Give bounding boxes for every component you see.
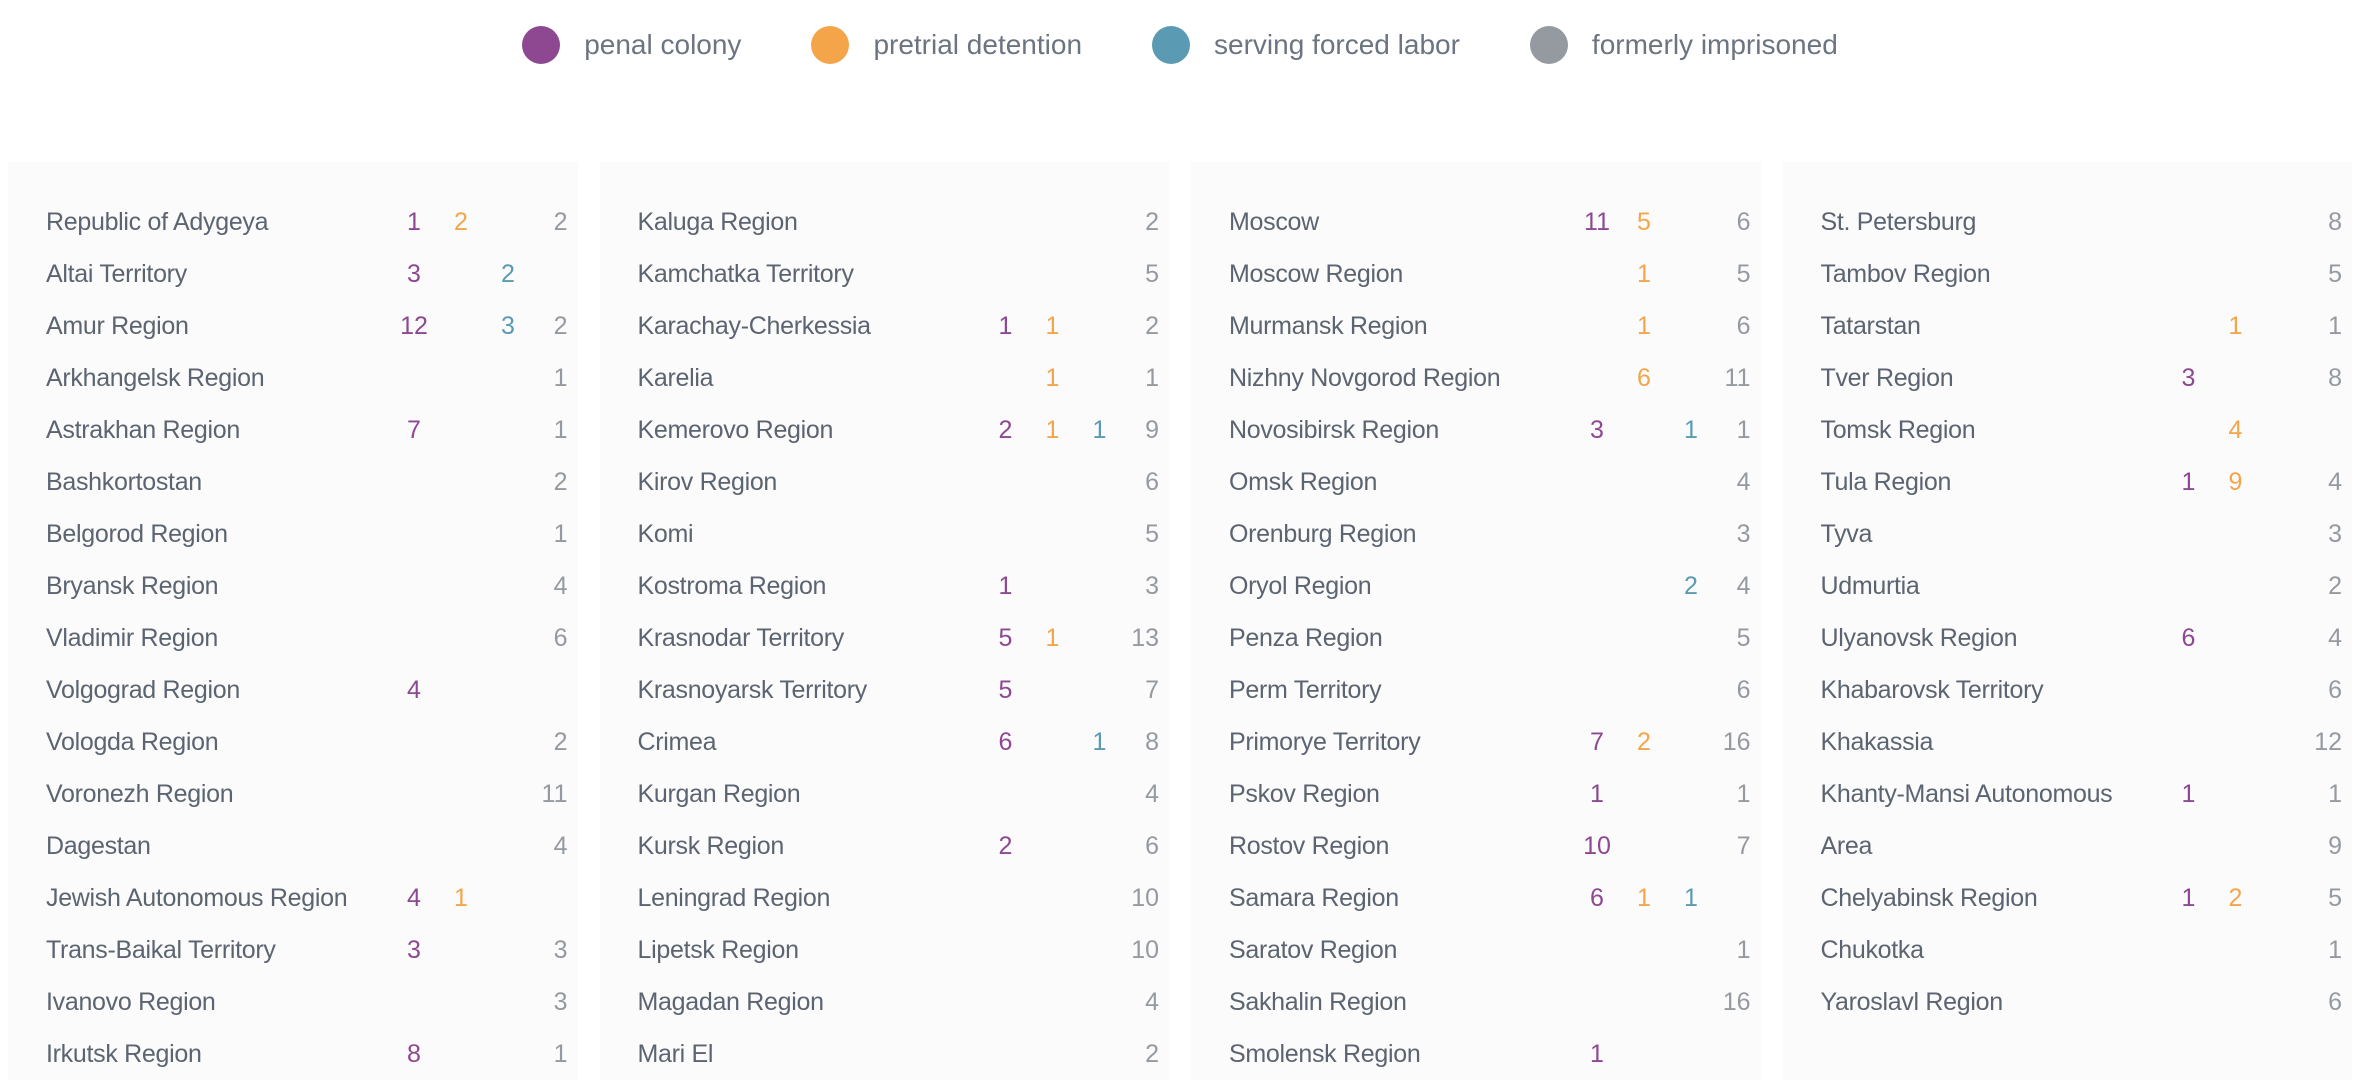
count-penal: 6 [2181, 623, 2196, 652]
region-name: Vladimir Region [46, 623, 218, 652]
region-name: Novosibirsk Region [1229, 415, 1439, 444]
count-former: 5 [2328, 259, 2342, 288]
count-penal: 7 [407, 415, 421, 444]
region-name: Krasnodar Territory [637, 623, 844, 652]
region-name: Tver Region [1820, 363, 1954, 392]
count-penal: 1 [2181, 779, 2196, 808]
count-former: 4 [1736, 467, 1751, 496]
count-forced: 1 [1092, 415, 1107, 444]
table-row [8, 872, 578, 924]
legend-label-forced: serving forced labor [1214, 29, 1460, 60]
table-row [1783, 404, 2353, 456]
region-name: Mari El [637, 1039, 714, 1068]
table-row [600, 1028, 1170, 1080]
count-penal: 8 [407, 1039, 421, 1068]
table-row [1191, 768, 1761, 820]
table-row [1783, 924, 2353, 976]
region-name: Smolensk Region [1229, 1039, 1421, 1068]
count-former: 4 [1145, 987, 1159, 1016]
table-row [1783, 768, 2353, 820]
region-name: Kirov Region [637, 467, 778, 496]
region-name: Irkutsk Region [46, 1039, 202, 1068]
count-former: 8 [2328, 363, 2342, 392]
region-name: Crimea [637, 727, 717, 756]
count-penal: 10 [1583, 831, 1611, 860]
region-name: Voronezh Region [46, 779, 234, 808]
region-name: Yaroslavl Region [1820, 987, 2003, 1016]
region-name: Karelia [637, 363, 714, 392]
count-former: 1 [1736, 935, 1751, 964]
table-row [600, 404, 1170, 456]
region-name: Belgorod Region [46, 519, 228, 548]
count-pretrial: 1 [2228, 311, 2243, 340]
region-name: Magadan Region [637, 987, 824, 1016]
table-row [1783, 976, 2353, 1028]
table-row [1783, 716, 2353, 768]
table-row [600, 248, 1170, 300]
region-name: Kurgan Region [637, 779, 801, 808]
table-row [8, 612, 578, 664]
table-row [600, 456, 1170, 508]
region-name: Penza Region [1229, 623, 1383, 652]
table-row [1191, 1028, 1761, 1080]
count-former: 10 [1131, 883, 1159, 912]
count-former: 16 [1722, 987, 1751, 1016]
table-row [1191, 352, 1761, 404]
region-name: Pskov Region [1229, 779, 1380, 808]
count-former: 3 [1736, 519, 1751, 548]
region-name: Orenburg Region [1229, 519, 1417, 548]
legend-item-pretrial [811, 26, 1082, 64]
count-pretrial: 1 [1637, 311, 1651, 340]
count-former: 7 [1145, 675, 1159, 704]
table-row [600, 352, 1170, 404]
region-name: Komi [637, 519, 694, 548]
legend-item-forced [1152, 26, 1460, 64]
table-row [1783, 664, 2353, 716]
table-row [600, 924, 1170, 976]
count-former: 11 [1724, 363, 1751, 392]
region-name: Krasnoyarsk Territory [637, 675, 867, 704]
count-penal: 7 [1590, 727, 1604, 756]
count-former: 1 [2328, 935, 2342, 964]
region-name: Kaluga Region [637, 207, 798, 236]
table-row [1783, 456, 2353, 508]
table-row [1191, 248, 1761, 300]
legend-label-former: formerly imprisoned [1591, 29, 1838, 60]
region-name: Arkhangelsk Region [46, 363, 265, 392]
count-penal: 11 [1584, 207, 1610, 236]
count-penal: 5 [998, 675, 1013, 704]
count-forced: 2 [1684, 571, 1698, 600]
region-name: Kursk Region [637, 831, 784, 860]
count-penal: 12 [400, 311, 428, 340]
region-name: Kemerovo Region [637, 415, 834, 444]
region-name: Tatarstan [1820, 311, 1921, 340]
legend-item-former [1530, 26, 1838, 64]
count-former: 8 [1145, 727, 1159, 756]
count-forced: 1 [1684, 415, 1698, 444]
count-former: 6 [553, 623, 568, 652]
region-name: Perm Territory [1229, 675, 1382, 704]
table-row [600, 976, 1170, 1028]
count-former: 1 [1145, 363, 1159, 392]
table-column-3 [1191, 162, 1761, 1080]
region-name: Vologda Region [46, 727, 219, 756]
region-table [8, 162, 2352, 1080]
count-forced: 2 [501, 259, 515, 288]
region-name: Sakhalin Region [1229, 987, 1407, 1016]
count-former: 1 [1736, 415, 1751, 444]
legend [0, 26, 2360, 64]
region-name: Ulyanovsk Region [1820, 623, 2018, 652]
table-row [1191, 612, 1761, 664]
count-former: 3 [2328, 519, 2342, 548]
region-name: Udmurtia [1820, 571, 1920, 600]
table-row [8, 456, 578, 508]
table-row [600, 612, 1170, 664]
table-row [1191, 924, 1761, 976]
table-row [8, 664, 578, 716]
count-penal: 4 [407, 675, 421, 704]
count-penal: 3 [2181, 363, 2196, 392]
count-former: 6 [1736, 207, 1751, 236]
count-former: 2 [1145, 311, 1159, 340]
count-former: 16 [1722, 727, 1751, 756]
legend-dot-forced [1152, 26, 1190, 64]
table-row [1191, 716, 1761, 768]
count-former: 5 [1145, 519, 1159, 548]
count-penal: 4 [407, 883, 421, 912]
count-former: 6 [2328, 675, 2342, 704]
count-former: 6 [1145, 831, 1159, 860]
count-former: 1 [2328, 779, 2342, 808]
count-pretrial: 1 [1637, 883, 1651, 912]
count-pretrial: 1 [1045, 363, 1060, 392]
count-former: 6 [1145, 467, 1159, 496]
region-name: Volgograd Region [46, 675, 240, 704]
count-penal: 1 [998, 311, 1013, 340]
count-former: 2 [553, 311, 568, 340]
count-former: 6 [2328, 987, 2342, 1016]
count-pretrial: 5 [1637, 207, 1651, 236]
table-row [600, 300, 1170, 352]
region-name: Murmansk Region [1229, 311, 1428, 340]
count-penal: 6 [1590, 883, 1604, 912]
region-name: Primorye Territory [1229, 727, 1421, 756]
count-former: 2 [553, 727, 568, 756]
region-name: Trans-Baikal Territory [46, 935, 276, 964]
region-name: Nizhny Novgorod Region [1229, 363, 1501, 392]
table-row [1783, 352, 2353, 404]
count-former: 3 [553, 987, 568, 1016]
count-former: 2 [1145, 207, 1159, 236]
table-row [1191, 976, 1761, 1028]
table-row [600, 716, 1170, 768]
region-name: Bashkortostan [46, 467, 202, 496]
count-former: 5 [1145, 259, 1159, 288]
region-name: Chelyabinsk Region [1820, 883, 2038, 912]
region-name: Astrakhan Region [46, 415, 240, 444]
region-name: Dagestan [46, 831, 151, 860]
table-row [8, 404, 578, 456]
table-row [1783, 300, 2353, 352]
region-name: Oryol Region [1229, 571, 1372, 600]
count-former: 1 [553, 415, 568, 444]
table-row [8, 248, 578, 300]
count-former: 3 [1145, 571, 1159, 600]
region-name: Khanty-Mansi Autonomous [1820, 779, 2113, 808]
count-former: 13 [1131, 623, 1159, 652]
table-row [8, 352, 578, 404]
table-column-2 [600, 162, 1170, 1080]
legend-label-penal: penal colony [584, 29, 742, 60]
table-row [600, 560, 1170, 612]
count-former: 4 [2328, 467, 2342, 496]
table-row [8, 560, 578, 612]
count-former: 8 [2328, 207, 2342, 236]
table-row [1191, 664, 1761, 716]
count-former: 5 [1736, 259, 1751, 288]
table-row [1783, 872, 2353, 924]
region-name: Saratov Region [1229, 935, 1398, 964]
region-name: Moscow [1229, 207, 1319, 236]
region-name: St. Petersburg [1820, 207, 1977, 236]
count-pretrial: 1 [1045, 311, 1060, 340]
region-name: Tambov Region [1820, 259, 1991, 288]
table-row [600, 820, 1170, 872]
region-name: Tomsk Region [1820, 415, 1976, 444]
count-pretrial: 6 [1637, 363, 1651, 392]
count-former: 4 [1736, 571, 1751, 600]
table-row [1783, 612, 2353, 664]
table-row [600, 872, 1170, 924]
table-row [1783, 248, 2353, 300]
count-former: 9 [1145, 415, 1159, 444]
region-name: Chukotka [1820, 935, 1924, 964]
legend-dot-pretrial [811, 26, 849, 64]
region-name: Area [1820, 831, 1873, 860]
count-penal: 1 [998, 571, 1013, 600]
table-row [1191, 820, 1761, 872]
count-former: 6 [1736, 675, 1751, 704]
table-row [8, 716, 578, 768]
count-former: 4 [1145, 779, 1159, 808]
region-name: Khabarovsk Territory [1820, 675, 2044, 704]
table-row [1783, 560, 2353, 612]
count-penal: 2 [998, 415, 1013, 444]
legend-label-pretrial: pretrial detention [873, 29, 1083, 60]
count-former: 4 [553, 831, 568, 860]
count-penal: 3 [407, 259, 421, 288]
count-pretrial: 1 [1045, 415, 1060, 444]
table-row [600, 768, 1170, 820]
count-former: 7 [1736, 831, 1751, 860]
region-name: Rostov Region [1229, 831, 1390, 860]
region-name: Kamchatka Territory [637, 259, 854, 288]
region-name: Republic of Adygeya [46, 207, 269, 236]
table-row [1191, 508, 1761, 560]
count-former: 12 [2314, 727, 2342, 756]
count-former: 1 [2328, 311, 2342, 340]
count-pretrial: 1 [454, 883, 468, 912]
count-former: 2 [2328, 571, 2342, 600]
count-former: 4 [553, 571, 568, 600]
count-former: 1 [553, 519, 568, 548]
count-pretrial: 4 [2228, 415, 2243, 444]
table-row [8, 924, 578, 976]
count-former: 5 [2328, 883, 2342, 912]
count-penal: 1 [1590, 779, 1604, 808]
count-penal: 3 [1590, 415, 1604, 444]
count-forced: 1 [1684, 883, 1698, 912]
region-name: Bryansk Region [46, 571, 219, 600]
count-former: 3 [553, 935, 568, 964]
count-penal: 1 [2181, 467, 2196, 496]
region-name: Tula Region [1820, 467, 1952, 496]
table-row [600, 508, 1170, 560]
count-pretrial: 9 [2228, 467, 2243, 496]
region-name: Omsk Region [1229, 467, 1378, 496]
count-penal: 2 [998, 831, 1013, 860]
table-row [1783, 196, 2353, 248]
table-row [8, 508, 578, 560]
table-row [600, 664, 1170, 716]
region-name: Amur Region [46, 311, 189, 340]
count-former: 2 [1145, 1039, 1159, 1068]
region-name: Tyva [1820, 519, 1873, 548]
table-row [1191, 560, 1761, 612]
count-former: 2 [553, 207, 568, 236]
table-row [1191, 872, 1761, 924]
count-penal: 6 [998, 727, 1013, 756]
count-former: 4 [2328, 623, 2342, 652]
region-name: Leningrad Region [637, 883, 831, 912]
count-penal: 1 [407, 207, 421, 236]
count-pretrial: 2 [454, 207, 468, 236]
region-name: Lipetsk Region [637, 935, 799, 964]
table-row [8, 768, 578, 820]
table-column-1 [8, 162, 578, 1080]
table-row [8, 300, 578, 352]
count-former: 5 [1736, 623, 1751, 652]
count-former: 2 [553, 467, 568, 496]
count-penal: 3 [407, 935, 421, 964]
table-row [8, 196, 578, 248]
count-pretrial: 2 [2228, 883, 2243, 912]
table-row [1191, 456, 1761, 508]
region-name: Karachay-Cherkessia [637, 311, 871, 340]
region-name: Samara Region [1229, 883, 1399, 912]
table-row [8, 976, 578, 1028]
count-former: 10 [1131, 935, 1159, 964]
table-row [600, 196, 1170, 248]
count-penal: 1 [1590, 1039, 1604, 1068]
table-row [1191, 404, 1761, 456]
legend-dot-penal [522, 26, 560, 64]
region-name: Kostroma Region [637, 571, 827, 600]
count-penal: 5 [998, 623, 1013, 652]
count-former: 9 [2328, 831, 2342, 860]
region-name: Jewish Autonomous Region [46, 883, 348, 912]
table-row [1191, 196, 1761, 248]
count-pretrial: 2 [1637, 727, 1651, 756]
count-former: 6 [1736, 311, 1751, 340]
region-name: Ivanovo Region [46, 987, 216, 1016]
region-name: Moscow Region [1229, 259, 1403, 288]
count-penal: 1 [2181, 883, 2196, 912]
count-former: 1 [1736, 779, 1751, 808]
count-former: 11 [541, 779, 568, 808]
table-row [1191, 300, 1761, 352]
count-pretrial: 1 [1637, 259, 1651, 288]
region-name: Altai Territory [46, 259, 187, 288]
region-name: Khakassia [1820, 727, 1934, 756]
table-row [1783, 820, 2353, 872]
table-column-4 [1783, 162, 2353, 1080]
count-forced: 1 [1092, 727, 1107, 756]
table-row [8, 1028, 578, 1080]
count-former: 1 [553, 1039, 568, 1068]
count-former: 1 [553, 363, 568, 392]
table-row [1783, 508, 2353, 560]
table-row [8, 820, 578, 872]
legend-item-penal [522, 26, 741, 64]
legend-dot-former [1530, 26, 1568, 64]
count-pretrial: 1 [1045, 623, 1060, 652]
count-forced: 3 [501, 311, 515, 340]
